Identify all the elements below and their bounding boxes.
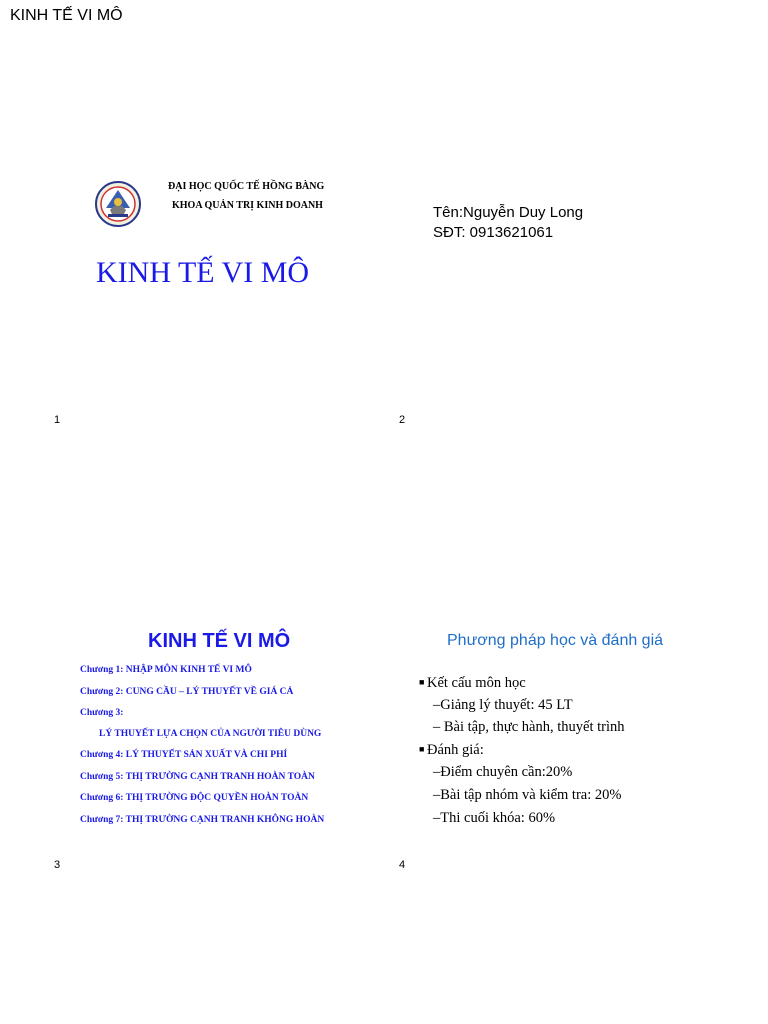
chapter-item: Chương 6: THỊ TRƯỜNG ĐỘC QUYỀN HOÀN TOÀN xyxy=(80,793,309,803)
document-title: KINH TẾ VI MÔ xyxy=(10,7,123,24)
chapter-item: Chương 1: NHẬP MÔN KINH TẾ VI MÔ xyxy=(80,665,252,675)
university-logo-icon xyxy=(94,180,142,228)
page-number: 1 xyxy=(54,414,61,426)
slide3-title: KINH TẾ VI MÔ xyxy=(148,630,291,652)
bullet-item xyxy=(419,675,526,692)
page-number: 2 xyxy=(399,414,406,426)
faculty-name: KHOA QUẢN TRỊ KINH DOANH xyxy=(172,200,323,211)
sub-item: –Thi cuối khóa: 60% xyxy=(433,810,556,826)
slide4-title: Phương pháp học và đánh giá xyxy=(447,632,664,649)
bullet-item xyxy=(419,742,484,759)
sub-item: –Bài tập nhóm và kiểm tra: 20% xyxy=(433,787,622,803)
bullet-text: Kết cấu môn học xyxy=(427,675,526,691)
sub-item: –Giảng lý thuyết: 45 LT xyxy=(433,697,573,713)
bullet-text: Đánh giá: xyxy=(427,742,484,758)
sub-item: –Điểm chuyên cần:20% xyxy=(433,764,573,780)
chapter-item: Chương 4: LÝ THUYẾT SẢN XUẤT VÀ CHI PHÍ xyxy=(80,750,288,760)
page-number: 3 xyxy=(54,859,61,871)
chapter-item: Chương 2: CUNG CẦU – LÝ THUYẾT VỀ GIÁ CẢ xyxy=(80,687,294,697)
lecturer-phone: SĐT: 0913621061 xyxy=(433,224,554,241)
square-bullet-icon: ■ xyxy=(419,677,425,687)
chapter-item: LÝ THUYẾT LỰA CHỌN CỦA NGƯỜI TIÊU DÙNG xyxy=(99,729,322,739)
chapter-item: Chương 3: xyxy=(80,708,124,718)
page-number: 4 xyxy=(399,859,406,871)
square-bullet-icon: ■ xyxy=(419,744,425,754)
lecturer-name: Tên:Nguyễn Duy Long xyxy=(433,204,584,221)
chapter-item: Chương 5: THỊ TRƯỜNG CẠNH TRANH HOÀN TOÀN xyxy=(80,772,315,782)
chapter-item: Chương 7: THỊ TRƯỜNG CẠNH TRANH KHÔNG HOÀN xyxy=(80,815,325,825)
school-name: ĐẠI HỌC QUỐC TẾ HỒNG BÀNG xyxy=(168,181,325,192)
sub-item: – Bài tập, thực hành, thuyết trình xyxy=(433,719,625,735)
slide1-title: KINH TẾ VI MÔ xyxy=(96,256,310,289)
